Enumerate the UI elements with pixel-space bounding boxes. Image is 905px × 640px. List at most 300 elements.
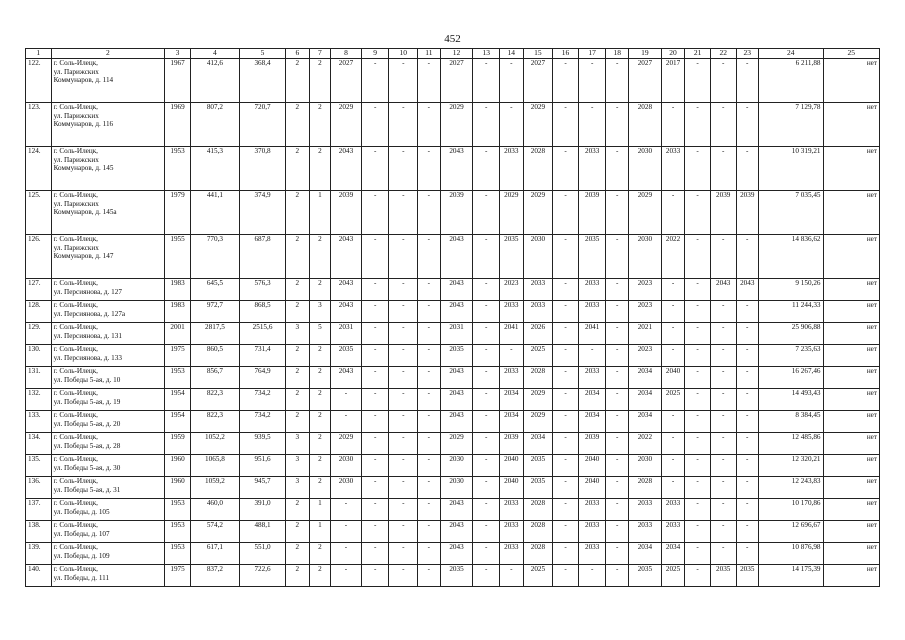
table-cell: -	[361, 191, 389, 235]
table-cell: 2025	[523, 565, 553, 587]
table-cell: 2043	[440, 367, 473, 389]
table-cell: -	[578, 345, 606, 367]
table-cell: -	[331, 389, 362, 411]
status-cell: нет	[823, 477, 879, 499]
table-cell: 2035	[500, 235, 524, 279]
table-cell: -	[553, 59, 579, 103]
table-cell: 2	[286, 389, 310, 411]
table-cell: -	[418, 59, 441, 103]
table-cell: -	[418, 499, 441, 521]
row-number-cell: 128.	[26, 301, 52, 323]
cost-cell: 7 129,78	[759, 103, 824, 147]
row-number-cell: 135.	[26, 455, 52, 477]
table-cell: 2034	[500, 389, 524, 411]
table-cell: -	[473, 367, 500, 389]
address-cell: г. Соль-Илецк, ул. Персиянова, д. 127а	[51, 301, 165, 323]
cost-cell: 14 836,62	[759, 235, 824, 279]
table-cell: -	[418, 103, 441, 147]
table-cell: 2	[286, 59, 310, 103]
table-cell: -	[418, 521, 441, 543]
table-cell: -	[606, 543, 629, 565]
table-cell: -	[473, 389, 500, 411]
table-cell: 2034	[523, 433, 553, 455]
table-cell: 2	[286, 147, 310, 191]
table-cell: -	[473, 147, 500, 191]
table-cell: -	[553, 367, 579, 389]
table-cell: -	[361, 389, 389, 411]
table-cell: -	[418, 235, 441, 279]
table-cell: 822,3	[190, 411, 239, 433]
column-number-header: 14	[500, 49, 524, 59]
table-cell: 2	[309, 147, 331, 191]
table-cell: 687,8	[239, 235, 285, 279]
table-cell: 574,2	[190, 521, 239, 543]
table-cell: -	[361, 345, 389, 367]
table-cell: -	[389, 521, 418, 543]
status-cell: нет	[823, 103, 879, 147]
table-cell: -	[710, 521, 736, 543]
table-cell: 2043	[440, 147, 473, 191]
table-cell: 2	[286, 411, 310, 433]
table-cell: 2	[309, 367, 331, 389]
table-cell: 2029	[523, 411, 553, 433]
table-cell: 2040	[578, 477, 606, 499]
table-cell: -	[389, 235, 418, 279]
address-cell: г. Соль-Илецк, ул. Персиянова, д. 127	[51, 279, 165, 301]
table-cell: 2817,5	[190, 323, 239, 345]
table-cell: -	[710, 235, 736, 279]
table-cell: -	[389, 59, 418, 103]
table-cell: 2033	[500, 301, 524, 323]
table-cell: -	[361, 147, 389, 191]
table-cell: -	[710, 389, 736, 411]
row-number-cell: 136.	[26, 477, 52, 499]
table-cell: 2043	[331, 235, 362, 279]
table-cell: -	[685, 499, 711, 521]
table-cell: -	[710, 345, 736, 367]
table-cell: 2043	[440, 521, 473, 543]
table-cell: -	[418, 323, 441, 345]
table-cell: -	[685, 477, 711, 499]
table-cell: -	[389, 411, 418, 433]
cost-cell: 11 244,33	[759, 301, 824, 323]
table-row	[26, 543, 880, 565]
table-cell: -	[361, 565, 389, 587]
table-cell: -	[389, 389, 418, 411]
table-cell: -	[661, 455, 685, 477]
table-cell: -	[606, 103, 629, 147]
column-number-header: 16	[553, 49, 579, 59]
table-cell: -	[606, 477, 629, 499]
table-row	[26, 235, 880, 279]
table-cell: 2035	[736, 565, 759, 587]
status-cell: нет	[823, 411, 879, 433]
table-cell: 415,3	[190, 147, 239, 191]
table-cell: 722,6	[239, 565, 285, 587]
table-cell: 1065,8	[190, 455, 239, 477]
row-number-cell: 133.	[26, 411, 52, 433]
table-cell: -	[361, 433, 389, 455]
table-row	[26, 279, 880, 301]
table-cell: 460,0	[190, 499, 239, 521]
address-cell: г. Соль-Илецк, ул. Победы 5-ая, д. 20	[51, 411, 165, 433]
cost-cell: 12 320,21	[759, 455, 824, 477]
table-cell: 2033	[523, 301, 553, 323]
table-cell: 939,5	[239, 433, 285, 455]
table-cell: 860,5	[190, 345, 239, 367]
table-cell: -	[553, 477, 579, 499]
table-cell: 1975	[165, 565, 191, 587]
row-number-cell: 124.	[26, 147, 52, 191]
table-cell: -	[553, 323, 579, 345]
table-cell: 2	[286, 279, 310, 301]
table-cell: -	[685, 147, 711, 191]
table-cell: 822,3	[190, 389, 239, 411]
cost-cell: 9 150,26	[759, 279, 824, 301]
table-cell: 2028	[629, 477, 662, 499]
table-cell: 2031	[440, 323, 473, 345]
table-cell: -	[736, 323, 759, 345]
cost-cell: 7 235,63	[759, 345, 824, 367]
row-number-cell: 122.	[26, 59, 52, 103]
cost-cell: 12 696,67	[759, 521, 824, 543]
table-cell: 2033	[661, 521, 685, 543]
table-cell: -	[685, 323, 711, 345]
table-cell: 2	[309, 235, 331, 279]
table-cell: -	[710, 301, 736, 323]
table-cell: 2023	[629, 279, 662, 301]
table-cell: -	[361, 521, 389, 543]
table-cell: -	[578, 59, 606, 103]
table-cell: 2029	[440, 103, 473, 147]
table-cell: 2029	[331, 103, 362, 147]
table-cell: 2034	[661, 543, 685, 565]
table-cell: 2039	[578, 433, 606, 455]
table-cell: 734,2	[239, 411, 285, 433]
table-cell: 1983	[165, 279, 191, 301]
table-cell: -	[606, 59, 629, 103]
row-number-cell: 130.	[26, 345, 52, 367]
table-cell: 2043	[440, 499, 473, 521]
column-number-header: 18	[606, 49, 629, 59]
table-cell: 2043	[440, 301, 473, 323]
table-cell: 2033	[500, 521, 524, 543]
table-row	[26, 521, 880, 543]
table-cell: 1	[309, 191, 331, 235]
column-number-header: 17	[578, 49, 606, 59]
table-cell: -	[661, 477, 685, 499]
table-cell: 374,9	[239, 191, 285, 235]
table-cell: 731,4	[239, 345, 285, 367]
table-cell: 2033	[629, 499, 662, 521]
table-cell: 2035	[578, 235, 606, 279]
table-cell: 2	[286, 191, 310, 235]
table-cell: 2025	[523, 345, 553, 367]
table-cell: -	[736, 389, 759, 411]
table-cell: -	[606, 191, 629, 235]
table-cell: -	[553, 411, 579, 433]
table-cell: -	[473, 103, 500, 147]
table-cell: 2	[286, 521, 310, 543]
table-cell: 1983	[165, 301, 191, 323]
table-cell: 2030	[629, 455, 662, 477]
table-cell: -	[389, 323, 418, 345]
table-cell: -	[473, 235, 500, 279]
table-cell: -	[389, 499, 418, 521]
table-cell: -	[361, 103, 389, 147]
table-cell: 2	[309, 543, 331, 565]
table-cell: 2	[309, 411, 331, 433]
table-cell: 2043	[331, 147, 362, 191]
table-cell: -	[606, 411, 629, 433]
table-cell: 945,7	[239, 477, 285, 499]
table-cell: -	[736, 521, 759, 543]
table-cell: -	[331, 565, 362, 587]
table-cell: -	[553, 565, 579, 587]
status-cell: нет	[823, 235, 879, 279]
table-cell: -	[418, 433, 441, 455]
column-number-header: 25	[823, 49, 879, 59]
status-cell: нет	[823, 389, 879, 411]
table-cell: -	[389, 345, 418, 367]
table-cell: -	[606, 521, 629, 543]
table-cell: 1	[309, 521, 331, 543]
table-cell: 2039	[500, 433, 524, 455]
table-cell: 2043	[331, 367, 362, 389]
column-number-header: 13	[473, 49, 500, 59]
table-cell: 856,7	[190, 367, 239, 389]
table-cell: 2039	[736, 191, 759, 235]
table-cell: 2030	[331, 455, 362, 477]
table-cell: 2029	[500, 191, 524, 235]
table-cell: -	[685, 389, 711, 411]
table-cell: 2021	[629, 323, 662, 345]
table-cell: 1959	[165, 433, 191, 455]
table-cell: -	[553, 191, 579, 235]
column-number-header: 19	[629, 49, 662, 59]
cost-cell: 10 170,86	[759, 499, 824, 521]
table-cell: 2028	[523, 147, 553, 191]
table-cell: 2043	[440, 543, 473, 565]
address-cell: г. Соль-Илецк, ул. Победы, д. 111	[51, 565, 165, 587]
table-cell: 2033	[661, 147, 685, 191]
table-cell: 2	[286, 543, 310, 565]
table-cell: -	[473, 433, 500, 455]
table-cell: -	[710, 433, 736, 455]
table-cell: 2	[286, 103, 310, 147]
table-cell: -	[661, 411, 685, 433]
table-cell: 551,0	[239, 543, 285, 565]
column-number-header: 3	[165, 49, 191, 59]
table-cell: 2034	[578, 411, 606, 433]
row-number-cell: 132.	[26, 389, 52, 411]
table-cell: -	[685, 279, 711, 301]
table-cell: -	[736, 345, 759, 367]
table-cell: 2027	[523, 59, 553, 103]
table-row	[26, 411, 880, 433]
table-cell: 2034	[578, 389, 606, 411]
table-cell: -	[736, 455, 759, 477]
table-cell: 1979	[165, 191, 191, 235]
table-cell: 2028	[523, 521, 553, 543]
table-body	[26, 59, 880, 587]
table-row	[26, 323, 880, 345]
table-cell: 2	[309, 59, 331, 103]
table-cell: 2040	[500, 477, 524, 499]
column-number-header: 10	[389, 49, 418, 59]
table-cell: -	[473, 345, 500, 367]
table-cell: -	[553, 543, 579, 565]
table-cell: 1969	[165, 103, 191, 147]
table-cell: 3	[286, 433, 310, 455]
table-cell: -	[710, 323, 736, 345]
row-number-cell: 125.	[26, 191, 52, 235]
table-cell: 2039	[331, 191, 362, 235]
table-cell: -	[661, 279, 685, 301]
table-cell: 2515,6	[239, 323, 285, 345]
table-cell: -	[606, 147, 629, 191]
table-cell: -	[685, 543, 711, 565]
table-cell: -	[361, 279, 389, 301]
table-cell: 2041	[500, 323, 524, 345]
table-cell: 807,2	[190, 103, 239, 147]
table-row	[26, 103, 880, 147]
table-cell: -	[661, 345, 685, 367]
table-cell: -	[473, 499, 500, 521]
table-cell: -	[389, 191, 418, 235]
table-cell: 734,2	[239, 389, 285, 411]
address-cell: г. Соль-Илецк, ул. Победы 5-ая, д. 10	[51, 367, 165, 389]
table-cell: -	[736, 543, 759, 565]
table-cell: -	[710, 499, 736, 521]
table-cell: 1953	[165, 521, 191, 543]
table-cell: -	[389, 565, 418, 587]
table-cell: -	[418, 345, 441, 367]
table-cell: -	[606, 367, 629, 389]
table-cell: -	[710, 477, 736, 499]
table-cell: -	[736, 477, 759, 499]
table-cell: -	[661, 103, 685, 147]
table-cell: -	[389, 103, 418, 147]
table-cell: 2026	[523, 323, 553, 345]
table-cell: 2	[286, 345, 310, 367]
table-cell: -	[418, 147, 441, 191]
table-cell: 2033	[500, 499, 524, 521]
row-number-cell: 138.	[26, 521, 52, 543]
table-cell: -	[661, 301, 685, 323]
table-cell: -	[473, 411, 500, 433]
table-row	[26, 191, 880, 235]
table-cell: 2033	[578, 543, 606, 565]
table-cell: 1960	[165, 455, 191, 477]
table-cell: -	[553, 103, 579, 147]
table-cell: -	[736, 147, 759, 191]
table-cell: 2	[309, 345, 331, 367]
table-cell: 370,8	[239, 147, 285, 191]
column-number-header: 8	[331, 49, 362, 59]
row-number-cell: 137.	[26, 499, 52, 521]
table-cell: 2028	[523, 367, 553, 389]
table-cell: 2	[309, 389, 331, 411]
cost-cell: 7 035,45	[759, 191, 824, 235]
cost-cell: 6 211,88	[759, 59, 824, 103]
table-cell: -	[606, 499, 629, 521]
table-cell: -	[361, 301, 389, 323]
table-cell: 1953	[165, 499, 191, 521]
table-cell: 2	[286, 565, 310, 587]
table-cell: 2028	[629, 103, 662, 147]
table-cell: -	[710, 543, 736, 565]
table-cell: -	[685, 301, 711, 323]
table-cell: 2025	[661, 565, 685, 587]
table-cell: -	[361, 323, 389, 345]
table-cell: -	[606, 279, 629, 301]
address-cell: г. Соль-Илецк, ул. Победы 5-ая, д. 19	[51, 389, 165, 411]
table-cell: -	[361, 235, 389, 279]
table-cell: 764,9	[239, 367, 285, 389]
address-cell: г. Соль-Илецк, ул. Персиянова, д. 131	[51, 323, 165, 345]
column-number-header: 6	[286, 49, 310, 59]
table-cell: -	[685, 565, 711, 587]
table-cell: 2022	[629, 433, 662, 455]
status-cell: нет	[823, 147, 879, 191]
table-cell: 2043	[736, 279, 759, 301]
table-cell: -	[736, 367, 759, 389]
table-cell: -	[736, 59, 759, 103]
table-cell: 2	[286, 367, 310, 389]
table-cell: 2031	[331, 323, 362, 345]
table-cell: -	[473, 323, 500, 345]
table-cell: -	[500, 59, 524, 103]
address-cell: г. Соль-Илецк, ул. Победы, д. 105	[51, 499, 165, 521]
table-cell: 2033	[578, 279, 606, 301]
table-cell: 2028	[523, 543, 553, 565]
table-cell: -	[606, 235, 629, 279]
address-cell: г. Соль-Илецк, ул. Парижских Коммунаров, д. 116	[51, 103, 165, 147]
table-cell: 1954	[165, 411, 191, 433]
table-cell: 1975	[165, 345, 191, 367]
table-row	[26, 499, 880, 521]
table-cell: 2033	[629, 521, 662, 543]
table-row	[26, 433, 880, 455]
table-cell: -	[710, 59, 736, 103]
table-cell: -	[500, 103, 524, 147]
table-cell: 2	[309, 565, 331, 587]
status-cell: нет	[823, 455, 879, 477]
address-cell: г. Соль-Илецк, ул. Победы, д. 109	[51, 543, 165, 565]
table-cell: -	[606, 565, 629, 587]
table-cell: -	[736, 235, 759, 279]
table-cell: 645,5	[190, 279, 239, 301]
address-cell: г. Соль-Илецк, ул. Победы 5-ая, д. 28	[51, 433, 165, 455]
cost-cell: 16 267,46	[759, 367, 824, 389]
cost-cell: 8 384,45	[759, 411, 824, 433]
status-cell: нет	[823, 279, 879, 301]
row-number-cell: 129.	[26, 323, 52, 345]
column-number-header: 23	[736, 49, 759, 59]
table-cell: -	[331, 499, 362, 521]
table-cell: -	[685, 521, 711, 543]
table-cell: -	[418, 389, 441, 411]
table-cell: 2034	[629, 389, 662, 411]
table-cell: 3	[286, 455, 310, 477]
table-cell: 1953	[165, 147, 191, 191]
table-cell: -	[736, 433, 759, 455]
table-cell: 2039	[578, 191, 606, 235]
column-number-header: 15	[523, 49, 553, 59]
table-cell: -	[606, 455, 629, 477]
table-cell: 2025	[661, 389, 685, 411]
